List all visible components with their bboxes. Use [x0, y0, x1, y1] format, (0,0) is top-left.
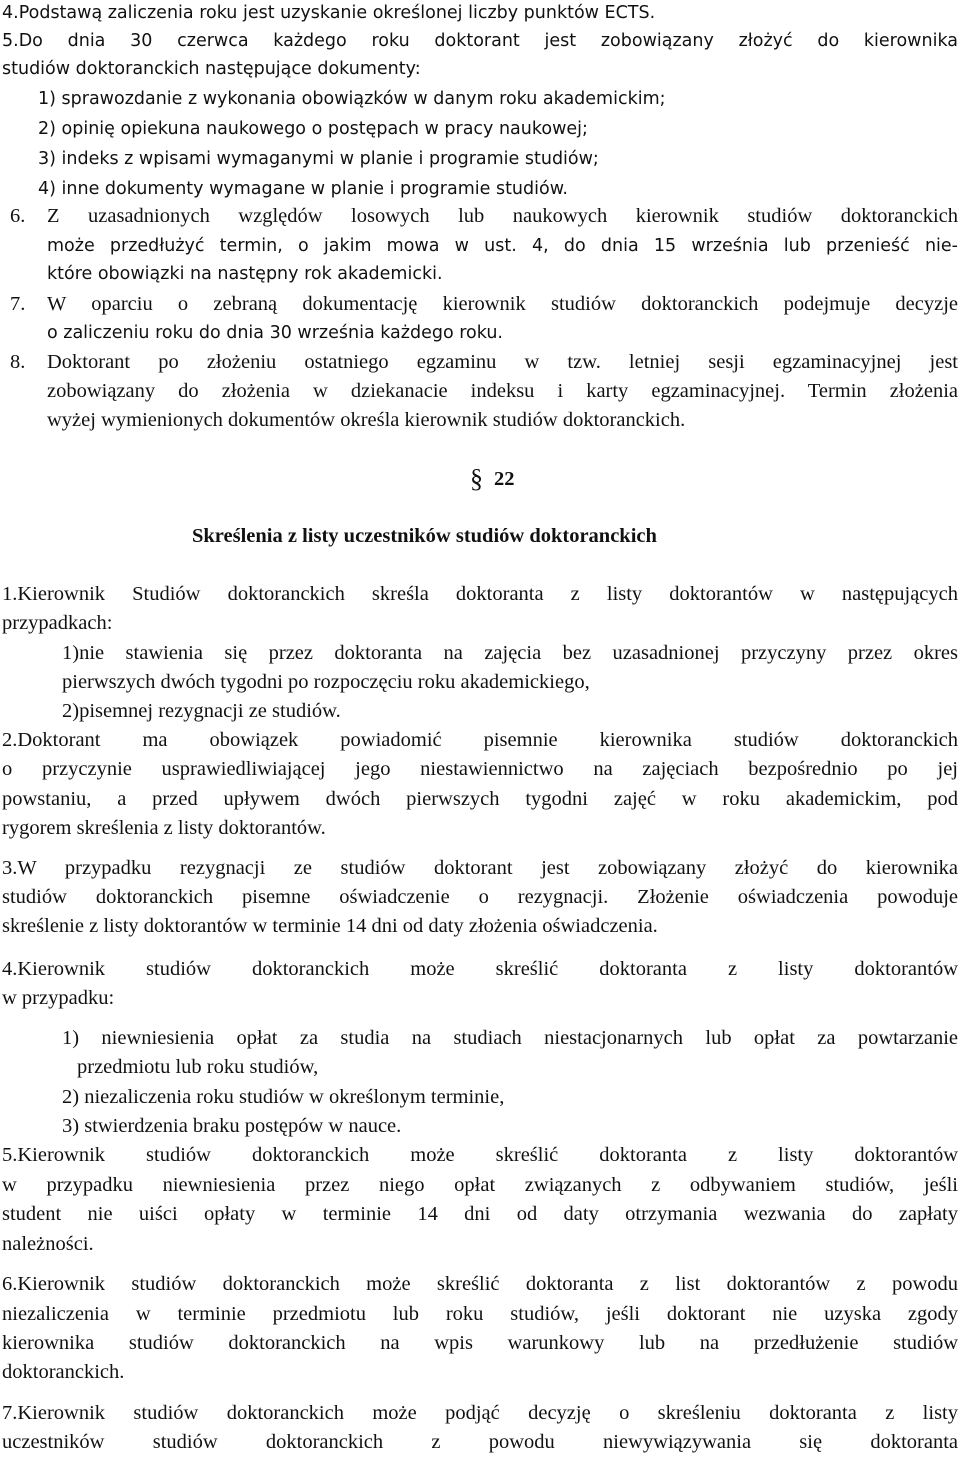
text-line: które obowiązki na następny rok akademicki. — [47, 264, 443, 284]
list-item: 1) sprawozdanie z wykonania obowiązków w danym roku akademickim; — [38, 89, 666, 109]
text-line: 7.Kierownik studiów doktoranckich może podjąć decyzję o skreśleniu doktoranta z listy — [2, 1402, 958, 1424]
list-item: 4) inne dokumenty wymagane w planie i programie studiów. — [38, 179, 568, 199]
text-line: w przypadku niewniesienia przez niego opłat związanych z odbywaniem studiów, jeśli — [2, 1174, 958, 1196]
list-item: 2) niezaliczenia roku studiów w określonym terminie, — [62, 1086, 505, 1108]
text-line: powstaniu, a przed upływem dwóch pierwszych tygodni zajęć w roku akademickim, pod — [2, 788, 958, 810]
svg-text:§: § — [470, 464, 483, 492]
list-item: 3) stwierdzenia braku postępów w nauce. — [62, 1115, 402, 1137]
list-item: 2) opinię opiekuna naukowego o postępach w pracy naukowej; — [38, 119, 588, 139]
text-line: 5.Do dnia 30 czerwca każdego roku doktorant jest zobowiązany złożyć do kierownika — [2, 31, 958, 51]
text-line: student nie uiści opłaty w terminie 14 dni od daty otrzymania wezwania do zapłaty — [2, 1203, 958, 1225]
text-line: 3.W przypadku rezygnacji ze studiów doktorant jest zobowiązany złożyć do kierownika — [2, 857, 958, 879]
text-line: 4.Kierownik studiów doktoranckich może skreślić doktoranta z listy doktorantów — [2, 958, 958, 980]
list-item: 1) niewniesienia opłat za studia na studiach niestacjonarnych lub opłat za powtarzanie — [62, 1027, 958, 1049]
text-line: 4.Podstawą zaliczenia roku jest uzyskanie określonej liczby punktów ECTS. — [2, 3, 656, 23]
text-line: rygorem skreślenia z listy doktorantów. — [2, 817, 326, 839]
text-line: o zaliczeniu roku do dnia 30 września każdego roku. — [47, 323, 503, 343]
text-line: zobowiązany do złożenia w dziekanacie indeksu i karty egzaminacyjnej. Termin złożenia — [47, 380, 958, 402]
section-title: Skreślenia z listy uczestników studiów doktoranckich — [192, 525, 657, 547]
text-line: 1.Kierownik Studiów doktoranckich skreśla doktoranta z listy doktorantów w następujących — [2, 583, 958, 605]
text-line: należności. — [2, 1233, 94, 1255]
item-number: 6. — [10, 205, 26, 227]
text-line: W oparciu o zebraną dokumentację kierownik studiów doktoranckich podejmuje decyzje — [47, 293, 958, 315]
text-line: Doktorant po złożeniu ostatniego egzaminu w tzw. letniej sesji egzaminacyjnej jest — [47, 351, 958, 373]
text-line: o przyczynie usprawiedliwiającej jego niestawiennictwo na zajęciach bezpośrednio po jej — [2, 758, 958, 780]
text-line: 5.Kierownik studiów doktoranckich może skreślić doktoranta z listy doktorantów — [2, 1144, 958, 1166]
text-line: 2.Doktorant ma obowiązek powiadomić pisemnie kierownika studiów doktoranckich — [2, 729, 958, 751]
text-line: 6.Kierownik studiów doktoranckich może skreślić doktoranta z list doktorantów z powodu — [2, 1273, 958, 1295]
item-number: 8. — [10, 351, 26, 373]
text-line: może przedłużyć termin, o jakim mowa w ust. 4, do dnia 15 września lub przenieść nie- — [47, 236, 958, 256]
text-line: skreślenie z listy doktorantów w terminie 14 dni od daty złożenia oświadczenia. — [2, 915, 658, 937]
list-item: 2)pisemnej rezygnacji ze studiów. — [62, 700, 341, 722]
section-number: 22 — [494, 468, 515, 490]
text-line: przypadkach: — [2, 612, 113, 634]
item-number: 7. — [10, 293, 26, 315]
section-sign-icon — [469, 464, 485, 492]
text-line: uczestników studiów doktoranckich z powodu niewywiązywania się doktoranta — [2, 1431, 958, 1453]
list-item: pierwszych dwóch tygodni po rozpoczęciu roku akademickiego, — [62, 671, 590, 693]
list-item: 1)nie stawienia się przez doktoranta na zajęcia bez uzasadnionej przyczyny przez okres — [62, 642, 958, 664]
text-line: kierownika studiów doktoranckich na wpis warunkowy lub na przedłużenie studiów — [2, 1332, 958, 1354]
text-line: wyżej wymienionych dokumentów określa kierownik studiów doktoranckich. — [47, 409, 686, 431]
text-line: studiów doktoranckich pisemne oświadczenie o rezygnacji. Złożenie oświadczenia powoduje — [2, 886, 958, 908]
text-line: Z uzasadnionych względów losowych lub naukowych kierownik studiów doktoranckich — [47, 205, 958, 227]
text-line: doktoranckich. — [2, 1361, 125, 1383]
text-line: studiów doktoranckich następujące dokumenty: — [2, 59, 421, 79]
text-line: niezaliczenia w terminie przedmiotu lub roku studiów, jeśli doktorant nie uzyska zgody — [2, 1303, 958, 1325]
text-line: w przypadku: — [2, 987, 115, 1009]
list-item: przedmiotu lub roku studiów, — [77, 1056, 319, 1078]
list-item: 3) indeks z wpisami wymaganymi w planie i programie studiów; — [38, 149, 599, 169]
